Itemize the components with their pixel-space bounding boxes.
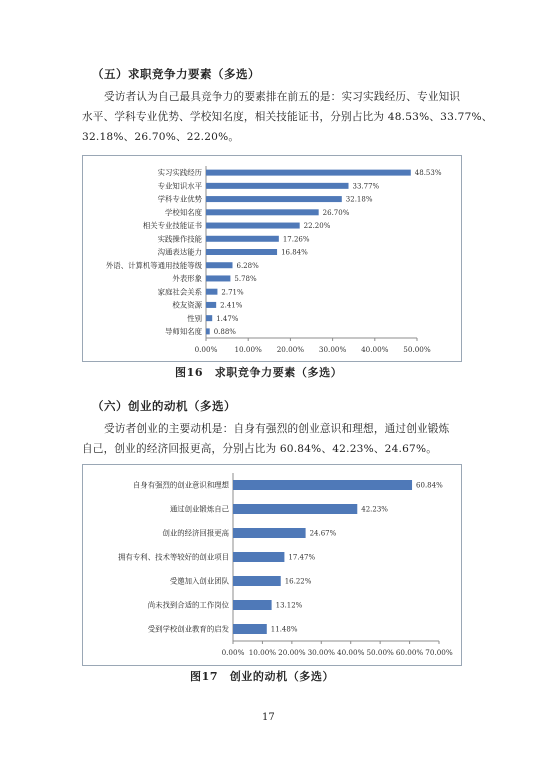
bar <box>233 528 306 538</box>
value-label: 42.23% <box>361 505 388 514</box>
paragraph-line: 自己，创业的经济回报更高，分别占比为 60.84%、42.23%、24.67%。 <box>82 443 438 455</box>
value-label: 26.70% <box>322 208 350 217</box>
bar <box>206 262 233 268</box>
category-label: 拥有专利、技术等较好的创业项目 <box>118 552 229 562</box>
bar <box>206 302 216 308</box>
value-label: 13.12% <box>275 601 303 610</box>
bar <box>233 600 272 610</box>
bar <box>206 209 319 215</box>
x-tick-label: 10.00% <box>234 345 262 354</box>
bar <box>206 196 342 202</box>
value-label: 33.77% <box>352 182 380 191</box>
value-label: 5.78% <box>234 275 257 284</box>
x-tick-label: 0.00% <box>194 345 218 354</box>
paragraph-line: 水平、学科专业优势、学校知名度，相关技能证书，分别占比为 48.53%、33.77%、 <box>82 111 493 123</box>
bar <box>206 183 349 189</box>
figure-16-chart <box>83 156 461 361</box>
x-tick-label: 20.00% <box>276 345 305 354</box>
category-label: 校友资源 <box>172 300 202 310</box>
category-label: 学科专业优势 <box>157 194 202 204</box>
category-label: 尚未找到合适的工作岗位 <box>147 600 229 610</box>
x-tick-label: 40.00% <box>361 345 389 354</box>
category-label: 受邀加入创业团队 <box>169 576 229 586</box>
bar <box>233 624 267 634</box>
bar <box>206 315 212 321</box>
bar <box>206 289 217 295</box>
category-label: 沟通表达能力 <box>157 247 202 257</box>
value-label: 0.88% <box>213 327 236 336</box>
figure-16-frame <box>82 155 462 362</box>
category-label: 学校知名度 <box>165 207 202 217</box>
value-label: 48.53% <box>414 169 442 178</box>
bar <box>233 576 281 586</box>
x-tick-label: 0.00% <box>221 648 245 657</box>
category-label: 专业知识水平 <box>157 181 202 191</box>
category-label: 创业的经济回报更高 <box>162 528 229 538</box>
value-label: 16.84% <box>281 248 308 257</box>
value-label: 22.20% <box>303 222 331 231</box>
figure-caption: 图16 求职竞争力要素（多选） <box>175 366 343 379</box>
x-tick-label: 60.00% <box>395 648 424 657</box>
value-label: 24.67% <box>309 529 337 538</box>
bar <box>206 223 300 229</box>
bar <box>206 249 277 255</box>
bar <box>206 236 279 242</box>
value-label: 6.28% <box>236 261 259 270</box>
category-label: 相关专业技能证书 <box>142 221 202 231</box>
section-heading: （五）求职竞争力要素（多选） <box>92 67 260 81</box>
bar <box>233 552 284 562</box>
figure-17-frame <box>82 464 462 666</box>
category-label: 自身有强烈的创业意识和理想 <box>132 480 229 490</box>
page-number: 17 <box>262 712 275 723</box>
bar <box>233 480 412 490</box>
value-label: 1.47% <box>216 314 239 323</box>
bar <box>206 170 411 176</box>
x-tick-label: 50.00% <box>366 648 394 657</box>
x-tick-label: 40.00% <box>337 648 365 657</box>
category-label: 外语、计算机等通用技能等级 <box>105 260 202 270</box>
value-label: 2.41% <box>220 301 243 310</box>
bar <box>206 328 210 334</box>
category-label: 性别 <box>187 313 202 323</box>
value-label: 16.22% <box>284 577 312 586</box>
bar <box>206 275 230 281</box>
paragraph-line: 受访者创业的主要动机是：自身有强烈的创业意识和理想，通过创业锻炼 <box>104 423 450 435</box>
x-tick-label: 20.00% <box>278 648 306 657</box>
paragraph-line: 受访者认为自己最具竞争力的要素排在前五的是：实习实践经历、专业知识 <box>104 91 461 103</box>
x-tick-label: 70.00% <box>425 648 453 657</box>
category-label: 导师知名度 <box>165 326 202 336</box>
x-tick-label: 50.00% <box>403 345 431 354</box>
paragraph-line: 32.18%、26.70%、22.20%。 <box>82 131 240 143</box>
value-label: 11.48% <box>270 625 298 634</box>
value-label: 17.26% <box>282 235 310 244</box>
category-label: 通过创业锻炼自己 <box>169 504 229 514</box>
value-label: 17.47% <box>288 553 316 562</box>
x-tick-label: 10.00% <box>248 648 277 657</box>
section-heading: （六）创业的动机（多选） <box>92 399 236 413</box>
category-label: 家庭社会关系 <box>157 287 202 297</box>
figure-caption: 图17 创业的动机（多选） <box>190 670 335 683</box>
category-label: 实习实践经历 <box>157 168 202 178</box>
category-label: 实践操作技能 <box>157 234 202 244</box>
value-label: 32.18% <box>345 195 373 204</box>
bar <box>233 504 357 514</box>
category-label: 受到学校创业教育的启发 <box>147 624 229 634</box>
category-label: 外表形象 <box>172 274 202 284</box>
value-label: 2.71% <box>221 288 244 297</box>
figure-17-chart <box>83 465 461 665</box>
x-tick-label: 30.00% <box>318 345 347 354</box>
value-label: 60.84% <box>416 481 443 490</box>
x-tick-label: 30.00% <box>307 648 335 657</box>
